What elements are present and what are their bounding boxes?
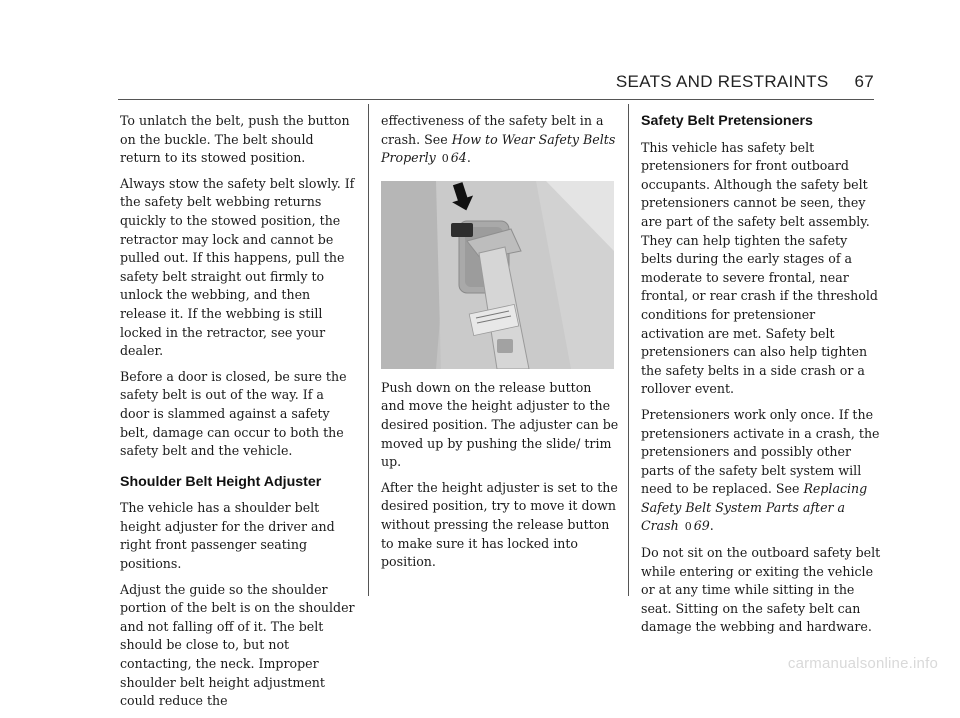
paragraph: The vehicle has a shoulder belt height adjuster for the driver and right front passenger seating positions. (120, 500, 335, 572)
paragraph (381, 112, 619, 169)
paragraph: Do not sit on the outboard safety belt while entering or exiting the vehicle or at any time while sitting in the seat. Sitting on the safety belt can damage the webbing and hardware. (641, 545, 881, 635)
page-header (616, 72, 874, 92)
cross-reference-page[interactable]: 64 (450, 150, 467, 166)
column-2 (381, 112, 619, 579)
paragraph-text: effectiveness of the safety belt in a crash. See (381, 113, 604, 147)
paragraph (641, 406, 881, 537)
header-rule (118, 99, 874, 100)
paragraph: Before a door is closed, be sure the safety belt is out of the way. If a door is slammed against a safety belt, damage can occur to both the safety belt and the vehicle. (120, 368, 347, 459)
paragraph: Push down on the release button and move the height adjuster to the desired position. The adjuster can be moved up by pushing the slide/ trim up. (381, 379, 619, 470)
cross-reference-link[interactable]: How to Wear Safety Belts Properly (381, 131, 616, 166)
shoulder-belt-adjuster-illustration (381, 181, 614, 369)
anchor-bolt (497, 339, 513, 353)
page-number: 67 (854, 72, 874, 91)
cross-reference-page[interactable]: 69 (693, 518, 710, 534)
page-ref-arrow-icon: 0 (441, 152, 449, 166)
paragraph: Always stow the safety belt slowly. If the safety belt webbing returns quickly to the stowed position, the retractor may lock and cannot be pulled out. If this happens, pull the safety belt straight out firmly to unlock the webbing, and then release it. If the webbing is still locked in the retractor, see your dealer. (120, 175, 355, 359)
paragraph: To unlatch the belt, push the button on the buckle. The belt should return to its stowed position. (120, 113, 350, 166)
punctuation: . (709, 518, 714, 534)
cross-reference-link[interactable]: Replacing Safety Belt System Parts after a Crash (641, 481, 868, 534)
column-1 (120, 112, 356, 718)
section-title: SEATS AND RESTRAINTS (615, 72, 829, 91)
paragraph: After the height adjuster is set to the desired position, try to move it down without pressing the release button to make sure it has locked into position. (381, 479, 618, 570)
paragraph: This vehicle has safety belt pretensioners for front outboard occupants. Although the safety belt pretensioners cannot be seen, they are part of the safety belt assembly. They can help tighten the safety belts during the early stages of a moderate to severe frontal, near frontal, or rear crash if the threshold conditions for pretensioner activation are met. Safety belt pretensioners can also help tighten the safety belts in a side crash or a rollover event. (641, 139, 878, 397)
section-heading: Shoulder Belt Height Adjuster (120, 473, 322, 490)
paragraph: Adjust the guide so the shoulder portion of the belt is on the shoulder and not falling off of it. The belt should be close to, but not contacting, the neck. Improper shoulder belt height adjustment could reduce the (120, 581, 355, 709)
section-heading: Safety Belt Pretensioners (641, 113, 813, 129)
release-button (451, 223, 473, 237)
column-divider-1 (368, 104, 369, 596)
column-3 (641, 112, 881, 644)
paragraph-text: Pretensioners work only once. If the pretensioners activate in a crash, the pretensioners and possibly other parts of the safety belt system will need to be replaced. See (641, 406, 880, 497)
watermark: carmanualsonline.info (787, 655, 938, 672)
page-ref-arrow-icon: 0 (684, 520, 692, 534)
column-divider-2 (628, 104, 629, 596)
punctuation: . (466, 150, 471, 166)
